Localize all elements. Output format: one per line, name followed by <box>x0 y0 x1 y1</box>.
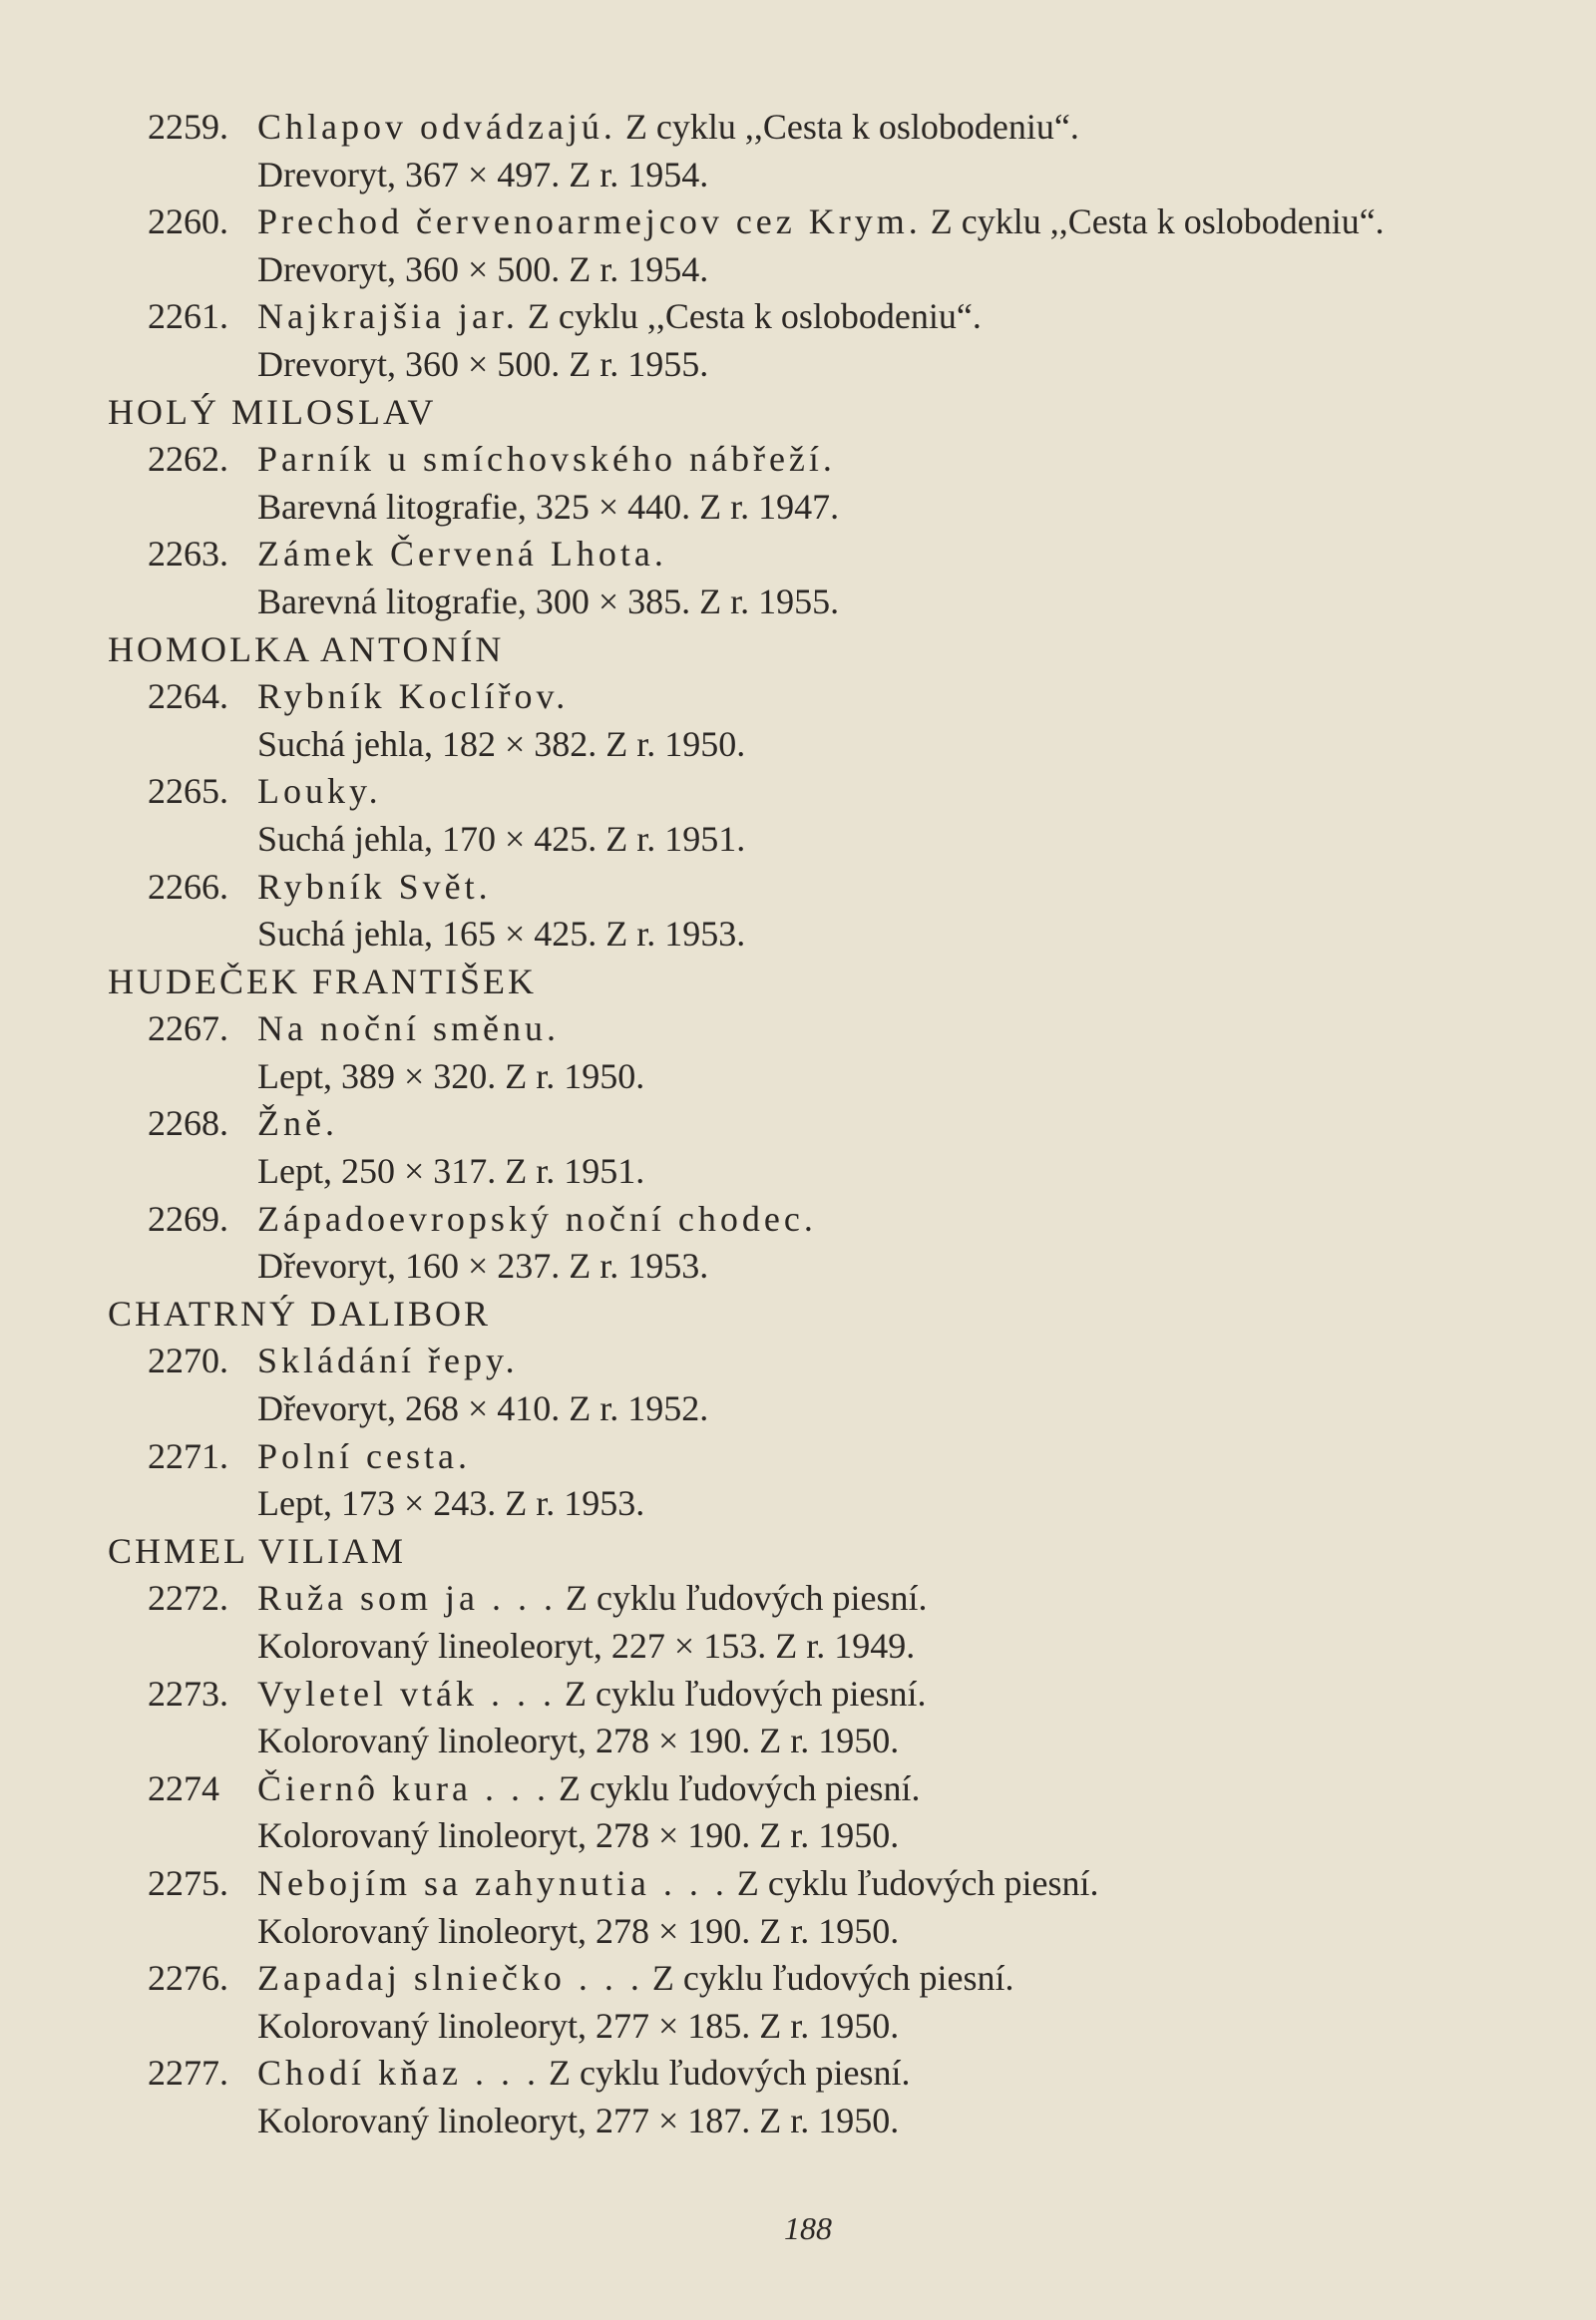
entry-title: Nebojím sa zahynutia . . . <box>257 1862 728 1903</box>
catalog-entry <box>108 1671 1544 1719</box>
entry-title: Prechod červenoarmejcov cez Krym. <box>257 201 922 242</box>
entry-number: 2271. <box>148 1435 228 1476</box>
catalog-entry <box>108 436 1544 484</box>
entry-title: Zapadaj slniečko . . . <box>257 1958 643 1999</box>
catalog-entry <box>108 531 1544 579</box>
entry-detail: Suchá jehla, 165 × 425. Z r. 1953. <box>257 914 746 955</box>
entry-number: 2267. <box>148 1008 228 1049</box>
entry-detail: Suchá jehla, 170 × 425. Z r. 1951. <box>257 818 746 859</box>
entry-detail: Kolorovaný linoleoryt, 277 × 185. Z r. 1950. <box>257 2005 900 2046</box>
entry-detail: Kolorovaný linoleoryt, 278 × 190. Z r. 1950. <box>257 1815 900 1856</box>
entry-number: 2265. <box>148 771 228 812</box>
entry-title: Rybník Svět. <box>257 866 492 907</box>
catalog-entry <box>108 1955 1544 2003</box>
entry-detail: Drevoryt, 367 × 497. Z r. 1954. <box>257 154 709 194</box>
entry-title: Ruža som ja . . . <box>257 1578 557 1619</box>
entry-number: 2269. <box>148 1198 228 1239</box>
entry-detail: Dřevoryt, 160 × 237. Z r. 1953. <box>257 1246 709 1287</box>
entry-detail: Lept, 173 × 243. Z r. 1953. <box>257 1483 645 1524</box>
entry-number: 2273. <box>148 1673 228 1714</box>
artist-heading: CHMEL VILIAM <box>108 1530 406 1571</box>
entry-number: 2259. <box>148 107 228 147</box>
entry-number: 2272. <box>148 1578 228 1619</box>
catalog-list <box>108 104 1544 2145</box>
catalog-entry <box>108 673 1544 721</box>
artist-heading: HUDEČEK FRANTIŠEK <box>108 961 538 1001</box>
entry-number: 2268. <box>148 1103 228 1144</box>
entry-title: Zámek Červená Lhota. <box>257 534 667 575</box>
entry-detail: Kolorovaný linoleoryt, 278 × 190. Z r. 1950. <box>257 1721 900 1761</box>
entry-cycle: Z cyklu ľudových piesní. <box>558 1767 921 1808</box>
entry-number: 2277. <box>148 2053 228 2094</box>
entry-detail: Suchá jehla, 182 × 382. Z r. 1950. <box>257 723 746 764</box>
entry-title: Čiernô kura . . . <box>257 1767 550 1808</box>
entry-number: 2266. <box>148 866 228 907</box>
catalog-entry <box>108 1196 1544 1244</box>
page-number: 188 <box>784 2210 832 2246</box>
entry-number: 2260. <box>148 201 228 242</box>
entry-detail: Lept, 250 × 317. Z r. 1951. <box>257 1151 645 1192</box>
catalog-entry <box>108 293 1544 341</box>
entry-cycle: Z cyklu ,,Cesta k oslobodeniu“. <box>527 296 982 337</box>
entry-cycle: Z cyklu ľudových piesní. <box>651 1958 1014 1999</box>
entry-cycle: Z cyklu ľudových piesní. <box>564 1673 927 1714</box>
artist-heading: CHATRNÝ DALIBOR <box>108 1293 492 1334</box>
catalog-entry <box>108 104 1544 152</box>
entry-number: 2276. <box>148 1958 228 1999</box>
artist-heading: HOMOLKA ANTONÍN <box>108 628 505 669</box>
entry-title: Rybník Koclířov. <box>257 676 570 717</box>
entry-detail: Drevoryt, 360 × 500. Z r. 1954. <box>257 248 709 289</box>
entry-detail: Dřevoryt, 268 × 410. Z r. 1952. <box>257 1388 709 1429</box>
entry-cycle: Z cyklu ,,Cesta k oslobodeniu“. <box>624 107 1079 147</box>
entry-number: 2262. <box>148 439 228 480</box>
entry-title: Polní cesta. <box>257 1435 471 1476</box>
entry-number: 2261. <box>148 296 228 337</box>
entry-detail: Lept, 389 × 320. Z r. 1950. <box>257 1055 645 1096</box>
entry-number: 2263. <box>148 534 228 575</box>
catalog-entry <box>108 1100 1544 1148</box>
catalog-entry <box>108 1433 1544 1481</box>
entry-title: Parník u smíchovského nábřeží. <box>257 439 836 480</box>
entry-number: 2270. <box>148 1341 228 1381</box>
entry-detail: Drevoryt, 360 × 500. Z r. 1955. <box>257 343 709 384</box>
entry-title: Vyletel vták . . . <box>257 1673 556 1714</box>
catalog-entry <box>108 1860 1544 1908</box>
entry-title: Louky. <box>257 771 382 812</box>
entry-detail: Barevná litografie, 325 × 440. Z r. 1947. <box>257 486 840 527</box>
catalog-entry <box>108 198 1544 246</box>
entry-number: 2264. <box>148 676 228 717</box>
entry-title: Chlapov odvádzajú. <box>257 107 616 147</box>
entry-title: Najkrajšia jar. <box>257 296 519 337</box>
entry-cycle: Z cyklu ľudových piesní. <box>736 1862 1099 1903</box>
entry-title: Žně. <box>257 1103 338 1144</box>
entry-detail: Kolorovaný linoleoryt, 278 × 190. Z r. 1950. <box>257 1910 900 1951</box>
catalog-entry <box>108 1338 1544 1385</box>
entry-cycle: Z cyklu ,,Cesta k oslobodeniu“. <box>930 201 1385 242</box>
artist-heading: HOLÝ MILOSLAV <box>108 391 437 432</box>
entry-title: Na noční směnu. <box>257 1008 560 1049</box>
entry-detail: Barevná litografie, 300 × 385. Z r. 1955. <box>257 580 840 621</box>
entry-number: 2275. <box>148 1862 228 1903</box>
entry-title: Západoevropský noční chodec. <box>257 1198 817 1239</box>
entry-detail: Kolorovaný linoleoryt, 277 × 187. Z r. 1950. <box>257 2100 900 2140</box>
catalog-entry <box>108 2050 1544 2098</box>
catalog-entry <box>108 864 1544 912</box>
entry-number: 2274 <box>148 1767 219 1808</box>
catalog-entry <box>108 1765 1544 1813</box>
entry-cycle: Z cyklu ľudových piesní. <box>565 1578 928 1619</box>
catalog-entry <box>108 1575 1544 1623</box>
catalog-entry <box>108 1005 1544 1053</box>
catalog-entry <box>108 768 1544 816</box>
entry-cycle: Z cyklu ľudových piesní. <box>548 2053 911 2094</box>
entry-title: Chodí kňaz . . . <box>257 2053 540 2094</box>
entry-detail: Kolorovaný lineoleoryt, 227 × 153. Z r. 1949. <box>257 1626 916 1666</box>
entry-title: Skládání řepy. <box>257 1341 519 1381</box>
